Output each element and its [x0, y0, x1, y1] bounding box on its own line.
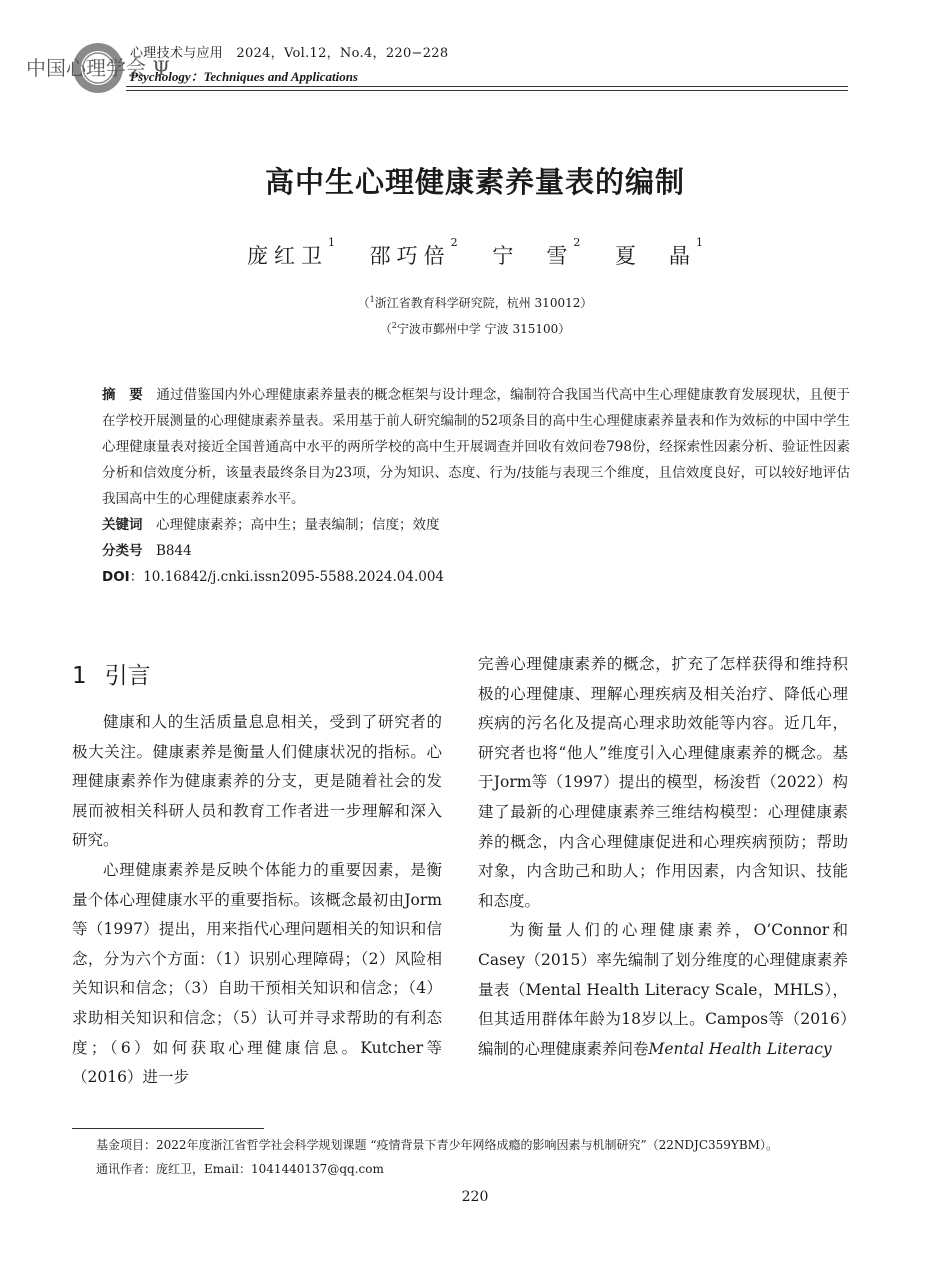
paragraph: 健康和人的生活质量息息相关，受到了研究者的极大关注。健康素养是衡量人们健康状况的指标。心理健康素养作为健康素养的分支，更是随着社会的发展而被相关科研人员和教育工作者进一步理解和深入研究。	[72, 713, 442, 850]
paper-title: 高中生心理健康素养量表的编制	[264, 165, 685, 199]
page-number: 220	[461, 1189, 489, 1205]
author-list	[0, 236, 950, 270]
journal-logo-icon	[26, 42, 170, 94]
paragraph: 为衡量人们的心理健康素养，O’Connor和Casey（2015）率先编制了划分维度的心理健康素养量表（Mental Health Literacy Scale，MHLS），但其适用群体年龄为18岁以上。Campos等（2016）编制的心理健康素养问卷Mental Health Literacy	[478, 921, 848, 1058]
paragraph: 心理健康素养是反映个体能力的重要因素，是衡量个体心理健康水平的重要指标。该概念最初由Jorm等（1997）提出，用来指代心理问题相关的知识和信念，分为六个方面：（1）识别心理障碍；（2）风险相关知识和信念；（3）自助干预相关知识和信念；（4）求助相关知识和信念；（5）认可并寻求帮助的有利态度；（6）如何获取心理健康信息。Kutcher等（2016）进一步	[72, 860, 442, 1087]
header-rule-bottom	[126, 90, 848, 91]
author: 宁 雪$^2$	[492, 236, 581, 268]
logo-text: 中国心理学会 Ψ	[26, 56, 170, 80]
footnote-rule	[72, 1128, 264, 1129]
footnote-contact: 通讯作者：庞红卫，Email：1041440137@qq.com	[96, 1162, 384, 1176]
abstract-block	[102, 382, 850, 590]
journal-english-name: Psychology：Techniques and Applications	[130, 69, 358, 84]
paragraph: 完善心理健康素养的概念，扩充了怎样获得和维持积极的心理健康、理解心理疾病及相关治疗、降低心理疾病的污名化及提高心理求助效能等内容。近几年，研究者也将“他人”维度引入心理健康素养的概念。基于Jorm等（1997）提出的模型，杨浚哲（2022）构建了最新的心理健康素养三维结构模型：心理健康素养的概念，内含心理健康促进和心理疾病预防；帮助对象，内含助己和助人；作用因素，内含知识、技能和态度。	[478, 655, 848, 910]
affiliation: （$^2$宁波市鄞州中学 宁波 315100）	[379, 321, 571, 336]
author: 夏 晶$^1$	[615, 236, 704, 268]
footnote-funding: 基金项目：2022年度浙江省哲学社会科学规划课题 “疫情背景下青少年网络成瘾的影响因素与机制研究”（22NDJC359YBM）。	[96, 1138, 778, 1152]
column-right	[478, 650, 848, 1064]
doi: DOI：10.16842/j.cnki.issn2095-5588.2024.04.004	[102, 569, 445, 585]
author: 邵巧倍$^2$	[369, 236, 458, 268]
abstract-text: 通过借鉴国内外心理健康素养量表的概念框架与设计理念，编制符合我国当代高中生心理健康教育发展现状，且便于在学校开展测量的心理健康素养量表。采用基于前人研究编制的52项条目的高中生心理健康素养量表和作为效标的中国中学生心理健康量表对接近全国普通高中水平的两所学校的高中生开展调查并回收有效问卷798份，经探索性因素分析、验证性因素分析和信效度分析，该量表最终条目为23项，分为知识、态度、行为/技能与表现三个维度，且信效度良好，可以较好地评估我国高中生的心理健康素养水平。	[102, 387, 851, 507]
section-heading: 1 引言	[72, 663, 151, 689]
author: 庞红卫$^1$	[246, 236, 335, 268]
column-left	[72, 654, 442, 1093]
journal-citation: 心理技术与应用 2024，Vol.12，No.4，220−228	[130, 46, 449, 61]
affiliation: （$^1$浙江省教育科学研究院，杭州 310012）	[357, 295, 593, 310]
journal-header	[26, 38, 848, 98]
abstract-label: 摘 要	[102, 387, 143, 403]
keywords: 关键词 心理健康素养；高中生；量表编制；信度；效度	[102, 517, 440, 533]
header-rule-top	[126, 86, 848, 87]
classification: 分类号 B844	[102, 543, 192, 559]
abstract	[102, 382, 850, 512]
